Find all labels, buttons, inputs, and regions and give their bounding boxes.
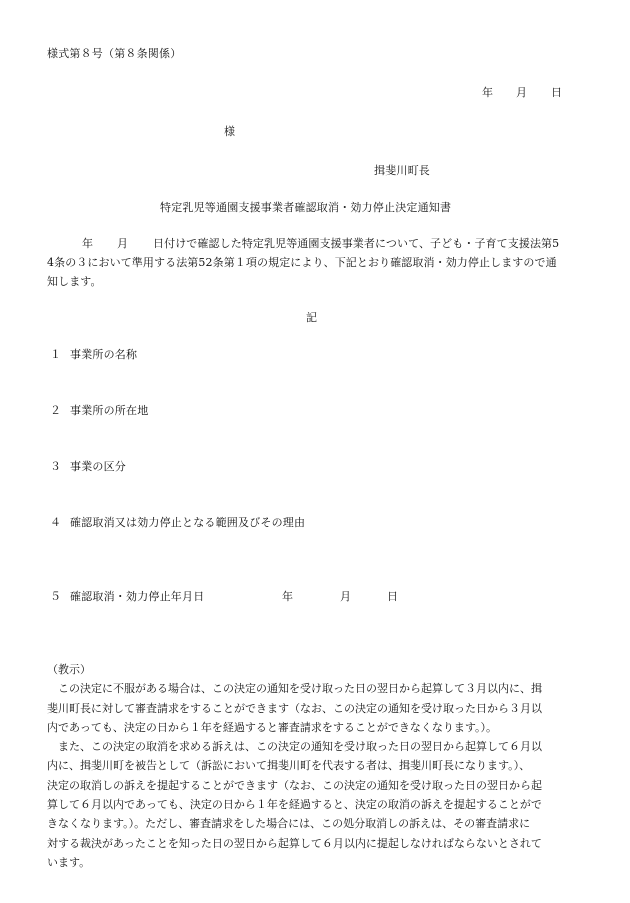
addressee-suffix: 様 <box>224 125 236 138</box>
item-5-number: ５ <box>50 590 62 603</box>
item-4-number: ４ <box>50 516 62 529</box>
form-label: 様式第８号（第８条関係） <box>47 47 182 60</box>
item-3-number: ３ <box>50 460 62 473</box>
notice-line: きなくなります。）。ただし、審査請求をした場合には、この処分取消しの訴えは、その審査請求に <box>47 817 531 831</box>
item-1-label: 事業所の名称 <box>70 348 138 361</box>
item-5-label: 確認取消・効力停止年月日 <box>70 590 205 603</box>
notice-line: 斐川町長に対して審査請求をすることができます（なお、この決定の通知を受け取った日から３月以 <box>47 701 542 715</box>
date-day: 日 <box>551 86 563 99</box>
intro-line-3: 知します。 <box>47 275 102 288</box>
item-5-month: 月 <box>340 590 352 603</box>
notice-heading: （教示） <box>47 663 91 676</box>
item-3-label: 事業の区分 <box>70 460 126 473</box>
intro-line-1: 日付けで確認した特定乳児等通園支援事業者について、子ども・子育て支援法第5 <box>153 237 560 250</box>
notice-line: 算して６月以内であっても、決定の日から１年を経過すると、決定の取消の訴えを提起することがで <box>47 798 542 812</box>
intro-month: 月 <box>117 237 129 250</box>
issuer-name: 揖斐川町長 <box>374 164 430 177</box>
notice-section <box>47 660 587 872</box>
notice-line: います。 <box>47 855 91 869</box>
notice-line: 内であっても、決定の日から１年を経過すると審査請求をすることができなくなります。）。 <box>47 720 498 734</box>
date-year: 年 <box>482 86 494 99</box>
date-month: 月 <box>516 86 528 99</box>
item-5-year: 年 <box>282 590 294 603</box>
item-2-label: 事業所の所在地 <box>70 404 149 417</box>
notice-line: 決定の取消しの訴えを提起することができます（なお、この決定の通知を受け取った日の翌日から起 <box>47 778 542 792</box>
item-5-day: 日 <box>387 590 399 603</box>
document-title: 特定乳児等通園支援事業者確認取消・効力停止決定通知書 <box>160 201 452 214</box>
notice-line: 内に、揖斐川町を被告として（訴訟において揖斐川町を代表する者は、揖斐川町長になります。）、 <box>47 759 531 773</box>
item-2-number: ２ <box>50 404 62 417</box>
item-4-label: 確認取消又は効力停止となる範囲及びその理由 <box>70 516 306 529</box>
notice-line: 対する裁決があったことを知った日の翌日から起算して６月以内に提起しなければならないとされて <box>47 836 542 850</box>
notice-line: この決定に不服がある場合は、この決定の通知を受け取った日の翌日から起算して３月以内に、揖 <box>47 682 542 696</box>
intro-paragraph <box>47 234 607 291</box>
ki-marker: 記 <box>306 311 318 324</box>
notice-line: また、この決定の取消を求める訴えは、この決定の通知を受け取った日の翌日から起算して６月以 <box>47 740 542 754</box>
item-1-number: １ <box>50 348 62 361</box>
intro-year: 年 <box>82 237 94 250</box>
intro-line-2: 4条の３において準用する法第52条第１項の規定により、下記とおり確認取消・効力停止しますので通 <box>47 256 557 269</box>
